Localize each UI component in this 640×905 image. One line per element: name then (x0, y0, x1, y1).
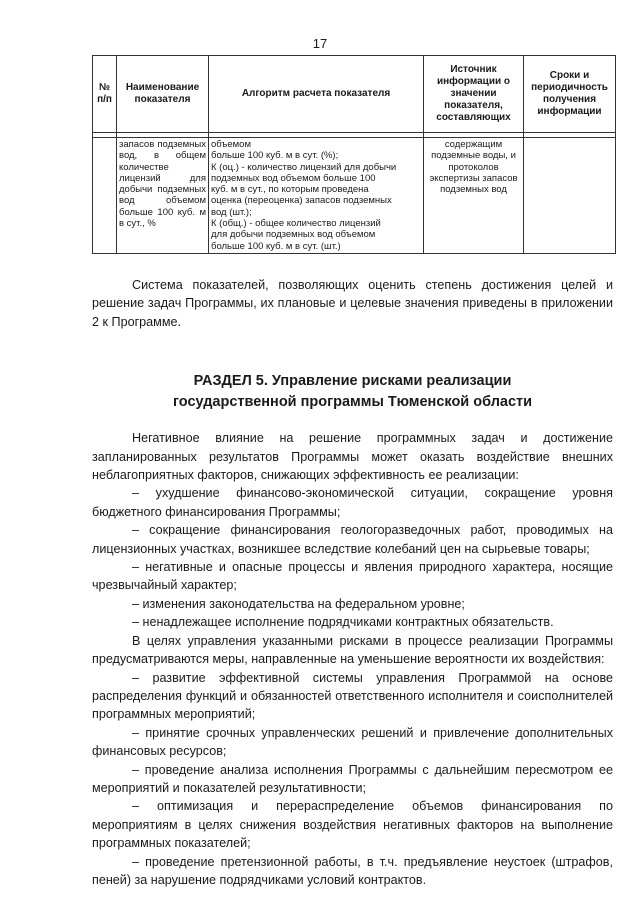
header-source: Источник информации о значении показателя, составляющих (424, 56, 524, 133)
cell-period (524, 138, 616, 254)
risk-item: – ухудшение финансово-экономической ситуации, сокращение уровня бюджетного финансирования Программы; (92, 486, 613, 519)
algorithm-line: больше 100 куб. м в сут. (%); (211, 150, 339, 162)
measure-item: – проведение анализа исполнения Программы с дальнейшим пересмотром ее мероприятий и показателей результативности; (92, 762, 613, 795)
risk-item: – изменения законодательства на федеральном уровне; (132, 596, 465, 611)
algorithm-line: К (оц.) - количество лицензий для добычи (211, 161, 397, 173)
section-title (92, 371, 613, 413)
indicators-table (92, 55, 616, 254)
header-algorithm: Алгоритм расчета показателя (209, 56, 424, 133)
cell-name: запасов подземных вод, в общем количестве лицензий для добычи подземных вод объемом больше 100 куб. м в сут., % (117, 138, 209, 254)
table-header-row (93, 56, 616, 133)
intro-paragraph: Система показателей, позволяющих оценить степень достижения целей и решение задач Программы, их плановые и целевые значения приведены в приложении 2 к Программе. (92, 278, 613, 329)
section-title-line: государственной программы Тюменской области (172, 394, 533, 411)
risk-item: – сокращение финансирования геологоразведочных работ, проводимых на лицензионных участках, возникшее вследствие колебаний цен на сырьевые товары; (92, 523, 613, 556)
measure-item: – принятие срочных управленческих решений и привлечение дополнительных финансовых ресурсов; (92, 725, 613, 759)
cell-num (93, 138, 117, 254)
table-row (93, 138, 616, 254)
measure-item: – оптимизация и перераспределение объемов финансирования по мероприятиям в целях снижения воздействия негативных факторов на выполнение программных показателей; (92, 799, 613, 851)
risk-item: – ненадлежащее исполнение подрядчиками контрактных обязательств. (132, 615, 554, 630)
algorithm-line: для добычи подземных вод объемом (211, 229, 376, 241)
cell-algorithm (209, 138, 424, 254)
algorithm-line: подземных вод объемом больше 100 (211, 172, 376, 184)
measure-item: – развитие эффективной системы управления Программой на основе распределения функций и обязанностей ответственного исполнителя и соисполнителей программных мероприятий; (92, 670, 613, 722)
header-name: Наименование показателя (117, 56, 209, 133)
measures-intro: В целях управления указанными рисками в процессе реализации Программы предусматриваются меры, направленные на уменьшение вероятности их воздействия: (92, 633, 613, 667)
algorithm-line: куб. м в сут., по которым проведена (211, 184, 369, 196)
document-body (92, 276, 613, 889)
header-period: Сроки и периодичность получения информации (524, 56, 616, 133)
risk-item: – негативные и опасные процессы и явления природного характера, носящие чрезвычайный характер; (92, 560, 613, 593)
risks-intro: Негативное влияние на решение программных задач и достижение запланированных результатов Программы может оказать воздействие внешних неблагоприятных факторов, снижающих эффективность ее реализации: (92, 431, 613, 483)
algorithm-line: оценка (переоценка) запасов подземных (211, 195, 392, 207)
algorithm-line: вод (шт.); (211, 206, 252, 218)
algorithm-line: К (общ.) - общее количество лицензий (211, 218, 381, 230)
measure-item: – проведение претензионной работы, в т.ч. предъявление неустоек (штрафов, пеней) за нарушение подрядчиками условий контрактов. (92, 854, 613, 887)
header-num: № п/п (93, 56, 117, 133)
cell-source: содержащим подземные воды, и протоколов экспертизы запасов подземных вод (424, 138, 524, 254)
page-number: 17 (312, 36, 328, 51)
algorithm-line: больше 100 куб. м в сут. (шт.) (211, 240, 341, 252)
section-title-line: РАЗДЕЛ 5. Управление рисками реализации (193, 373, 512, 390)
algorithm-line: объемом (211, 139, 251, 150)
